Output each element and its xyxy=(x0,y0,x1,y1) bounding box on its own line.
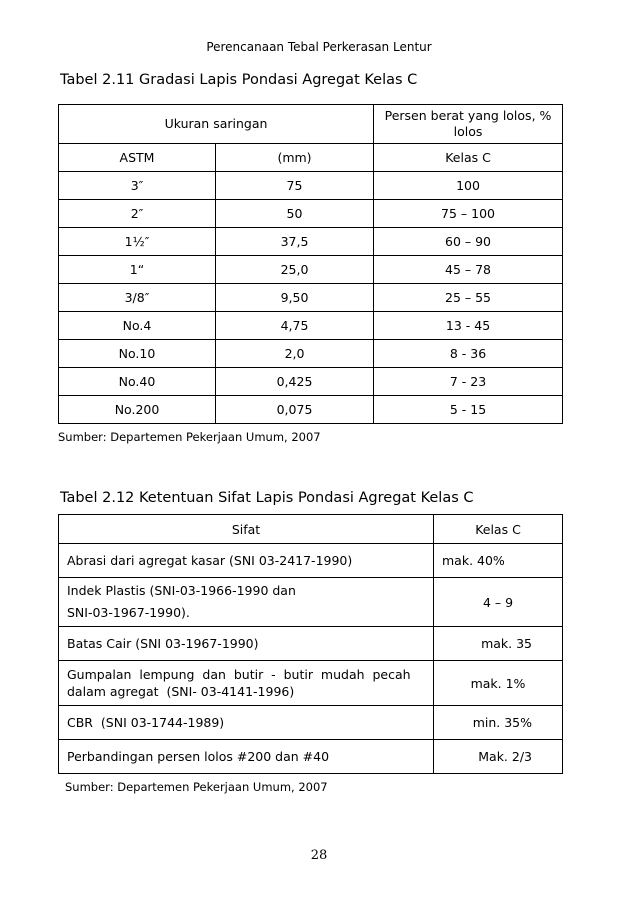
mm-cell: 75 xyxy=(216,172,374,200)
table-row xyxy=(59,740,563,774)
table-row xyxy=(59,627,563,661)
astm-cell: No.4 xyxy=(59,312,216,340)
percent-cell: 100 xyxy=(374,172,563,200)
properties-table xyxy=(58,514,563,774)
header-ukuran-saringan: Ukuran saringan xyxy=(59,105,374,144)
mm-cell: 0,075 xyxy=(216,396,374,424)
table-row xyxy=(59,284,563,312)
kelas-cell: mak. 1% xyxy=(434,661,563,706)
table1-caption: Tabel 2.11 Gradasi Lapis Pondasi Agregat Kelas C xyxy=(60,72,418,88)
astm-cell: 3/8″ xyxy=(59,284,216,312)
mm-cell: 9,50 xyxy=(216,284,374,312)
sifat-line: Indek Plastis (SNI-03-1966-1990 dan xyxy=(67,583,296,598)
table-row xyxy=(59,340,563,368)
sifat-cell: Abrasi dari agregat kasar (SNI 03-2417-1990) xyxy=(59,544,434,578)
mm-cell: 25,0 xyxy=(216,256,374,284)
mm-cell: 4,75 xyxy=(216,312,374,340)
percent-cell: 13 - 45 xyxy=(374,312,563,340)
gradation-table xyxy=(58,104,563,424)
sifat-cell: Perbandingan persen lolos #200 dan #40 xyxy=(59,740,434,774)
percent-cell: 45 – 78 xyxy=(374,256,563,284)
astm-cell: 1“ xyxy=(59,256,216,284)
astm-cell: No.10 xyxy=(59,340,216,368)
subheader-mm: (mm) xyxy=(216,144,374,172)
page-number: 28 xyxy=(310,848,328,863)
sifat-cell xyxy=(59,661,434,706)
table-row xyxy=(59,706,563,740)
table-row xyxy=(59,368,563,396)
percent-cell: 7 - 23 xyxy=(374,368,563,396)
table-row xyxy=(59,312,563,340)
table-row xyxy=(59,200,563,228)
astm-cell: 3″ xyxy=(59,172,216,200)
header-sifat: Sifat xyxy=(59,515,434,544)
kelas-cell: Mak. 2/3 xyxy=(434,740,563,774)
mm-cell: 2,0 xyxy=(216,340,374,368)
percent-cell: 60 – 90 xyxy=(374,228,563,256)
table2-caption: Tabel 2.12 Ketentuan Sifat Lapis Pondasi Agregat Kelas C xyxy=(60,490,474,506)
table1-source: Sumber: Departemen Pekerjaan Umum, 2007 xyxy=(58,430,321,444)
astm-cell: 1½″ xyxy=(59,228,216,256)
table-row xyxy=(59,228,563,256)
kelas-cell: mak. 35 xyxy=(434,627,563,661)
astm-cell: No.200 xyxy=(59,396,216,424)
sifat-line: SNI-03-1967-1990). xyxy=(67,605,190,620)
mm-cell: 50 xyxy=(216,200,374,228)
sifat-line: Gumpalan lempung dan butir - butir mudah pecah xyxy=(67,667,411,682)
table-row xyxy=(59,578,563,627)
mm-cell: 0,425 xyxy=(216,368,374,396)
astm-cell: 2″ xyxy=(59,200,216,228)
percent-cell: 75 – 100 xyxy=(374,200,563,228)
table-row xyxy=(59,172,563,200)
subheader-astm: ASTM xyxy=(59,144,216,172)
header-persen-lolos: Persen berat yang lolos, % lolos xyxy=(374,105,563,144)
sifat-line: dalam agregat (SNI- 03-4141-1996) xyxy=(67,684,295,699)
kelas-cell: 4 – 9 xyxy=(434,578,563,627)
percent-cell: 5 - 15 xyxy=(374,396,563,424)
astm-cell: No.40 xyxy=(59,368,216,396)
running-header: Perencanaan Tebal Perkerasan Lentur xyxy=(206,40,432,54)
header-kelas-c: Kelas C xyxy=(434,515,563,544)
sifat-cell: CBR (SNI 03-1744-1989) xyxy=(59,706,434,740)
table-row xyxy=(59,256,563,284)
sifat-cell: Batas Cair (SNI 03-1967-1990) xyxy=(59,627,434,661)
table-row xyxy=(59,661,563,706)
table-row xyxy=(59,396,563,424)
kelas-cell: min. 35% xyxy=(434,706,563,740)
kelas-cell: mak. 40% xyxy=(434,544,563,578)
sifat-cell xyxy=(59,578,434,627)
table2-source: Sumber: Departemen Pekerjaan Umum, 2007 xyxy=(65,780,328,794)
subheader-kelas-c: Kelas C xyxy=(374,144,563,172)
mm-cell: 37,5 xyxy=(216,228,374,256)
percent-cell: 8 - 36 xyxy=(374,340,563,368)
percent-cell: 25 – 55 xyxy=(374,284,563,312)
table-row xyxy=(59,544,563,578)
